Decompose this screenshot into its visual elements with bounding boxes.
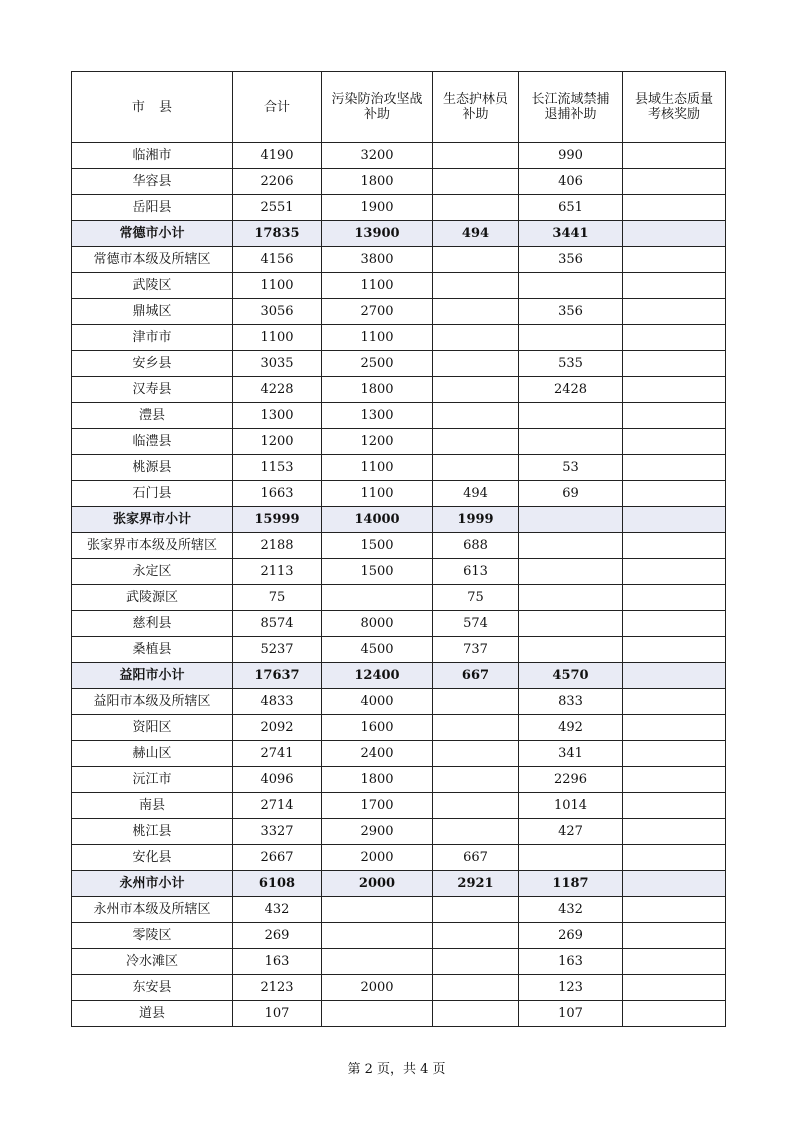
forest-cell (433, 325, 519, 351)
pollution-cell: 1800 (322, 767, 433, 793)
forest-cell (433, 923, 519, 949)
region-cell: 桃江县 (72, 819, 233, 845)
pollution-cell: 1800 (322, 377, 433, 403)
forest-cell (433, 897, 519, 923)
yangtze-cell: 2428 (519, 377, 623, 403)
region-cell: 临澧县 (72, 429, 233, 455)
pollution-cell (322, 1001, 433, 1027)
total-cell: 2123 (233, 975, 322, 1001)
eco-cell (623, 871, 726, 897)
yangtze-cell: 356 (519, 299, 623, 325)
table-row (72, 845, 726, 871)
yangtze-cell (519, 429, 623, 455)
region-cell: 石门县 (72, 481, 233, 507)
eco-cell (623, 923, 726, 949)
region-cell: 赫山区 (72, 741, 233, 767)
table-row (72, 377, 726, 403)
region-cell: 永州市本级及所辖区 (72, 897, 233, 923)
total-cell: 1100 (233, 325, 322, 351)
table-row (72, 767, 726, 793)
pollution-cell: 2000 (322, 845, 433, 871)
total-cell: 75 (233, 585, 322, 611)
forest-cell (433, 689, 519, 715)
pollution-cell (322, 949, 433, 975)
pollution-cell (322, 923, 433, 949)
forest-cell (433, 299, 519, 325)
pollution-cell: 13900 (322, 221, 433, 247)
yangtze-cell (519, 273, 623, 299)
table-row (72, 923, 726, 949)
eco-cell (623, 1001, 726, 1027)
region-cell: 鼎城区 (72, 299, 233, 325)
header-row (72, 72, 726, 143)
yangtze-cell: 2296 (519, 767, 623, 793)
yangtze-cell: 833 (519, 689, 623, 715)
forest-cell (433, 143, 519, 169)
total-cell: 2113 (233, 559, 322, 585)
region-cell: 武陵区 (72, 273, 233, 299)
table-row (72, 533, 726, 559)
header-eco: 县域生态质量考核奖励 (623, 72, 726, 143)
region-cell: 益阳市小计 (72, 663, 233, 689)
forest-cell: 494 (433, 481, 519, 507)
subtotal-row (72, 871, 726, 897)
forest-cell (433, 819, 519, 845)
total-cell: 4228 (233, 377, 322, 403)
yangtze-cell: 427 (519, 819, 623, 845)
eco-cell (623, 377, 726, 403)
header-pollution: 污染防治攻坚战补助 (322, 72, 433, 143)
eco-cell (623, 507, 726, 533)
yangtze-cell: 1014 (519, 793, 623, 819)
pollution-cell: 12400 (322, 663, 433, 689)
region-cell: 张家界市本级及所辖区 (72, 533, 233, 559)
page-footer: 第 2 页，共 4 页 (347, 1062, 446, 1077)
total-cell: 6108 (233, 871, 322, 897)
eco-cell (623, 351, 726, 377)
region-cell: 常德市本级及所辖区 (72, 247, 233, 273)
pollution-cell: 2400 (322, 741, 433, 767)
pollution-cell: 2900 (322, 819, 433, 845)
table-row (72, 143, 726, 169)
region-cell: 澧县 (72, 403, 233, 429)
pollution-cell: 1300 (322, 403, 433, 429)
header-yangtze: 长江流域禁捕退捕补助 (519, 72, 623, 143)
region-cell: 安化县 (72, 845, 233, 871)
total-cell: 1100 (233, 273, 322, 299)
eco-cell (623, 585, 726, 611)
region-cell: 冷水滩区 (72, 949, 233, 975)
eco-cell (623, 897, 726, 923)
forest-cell (433, 169, 519, 195)
eco-cell (623, 715, 726, 741)
total-cell: 2551 (233, 195, 322, 221)
pollution-cell: 14000 (322, 507, 433, 533)
table-row (72, 637, 726, 663)
total-cell: 2714 (233, 793, 322, 819)
eco-cell (623, 819, 726, 845)
eco-cell (623, 403, 726, 429)
eco-cell (623, 689, 726, 715)
yangtze-cell: 651 (519, 195, 623, 221)
yangtze-cell (519, 507, 623, 533)
eco-cell (623, 143, 726, 169)
header-forest: 生态护林员补助 (433, 72, 519, 143)
forest-cell: 75 (433, 585, 519, 611)
eco-cell (623, 741, 726, 767)
region-cell: 东安县 (72, 975, 233, 1001)
eco-cell (623, 195, 726, 221)
forest-cell: 613 (433, 559, 519, 585)
pollution-cell: 4500 (322, 637, 433, 663)
region-cell: 安乡县 (72, 351, 233, 377)
eco-cell (623, 793, 726, 819)
region-cell: 资阳区 (72, 715, 233, 741)
total-cell: 17637 (233, 663, 322, 689)
region-cell: 常德市小计 (72, 221, 233, 247)
total-cell: 107 (233, 1001, 322, 1027)
forest-cell (433, 1001, 519, 1027)
yangtze-cell (519, 559, 623, 585)
yangtze-cell: 53 (519, 455, 623, 481)
yangtze-cell (519, 611, 623, 637)
yangtze-cell (519, 325, 623, 351)
eco-cell (623, 169, 726, 195)
subtotal-row (72, 221, 726, 247)
table-row (72, 169, 726, 195)
total-cell: 3327 (233, 819, 322, 845)
eco-cell (623, 637, 726, 663)
pollution-cell: 1200 (322, 429, 433, 455)
yangtze-cell: 990 (519, 143, 623, 169)
forest-cell: 1999 (433, 507, 519, 533)
pollution-cell: 8000 (322, 611, 433, 637)
forest-cell (433, 741, 519, 767)
yangtze-cell: 492 (519, 715, 623, 741)
pollution-cell: 1600 (322, 715, 433, 741)
region-cell: 益阳市本级及所辖区 (72, 689, 233, 715)
eco-cell (623, 949, 726, 975)
region-cell: 汉寿县 (72, 377, 233, 403)
region-cell: 张家界市小计 (72, 507, 233, 533)
yangtze-cell: 4570 (519, 663, 623, 689)
forest-cell (433, 247, 519, 273)
region-cell: 道县 (72, 1001, 233, 1027)
pollution-cell (322, 897, 433, 923)
total-cell: 163 (233, 949, 322, 975)
forest-cell (433, 429, 519, 455)
eco-cell (623, 221, 726, 247)
region-cell: 桑植县 (72, 637, 233, 663)
region-cell: 华容县 (72, 169, 233, 195)
total-cell: 8574 (233, 611, 322, 637)
region-cell: 桃源县 (72, 455, 233, 481)
total-cell: 1663 (233, 481, 322, 507)
table-row (72, 299, 726, 325)
eco-cell (623, 429, 726, 455)
total-cell: 1153 (233, 455, 322, 481)
total-cell: 5237 (233, 637, 322, 663)
yangtze-cell: 123 (519, 975, 623, 1001)
forest-cell (433, 975, 519, 1001)
eco-cell (623, 611, 726, 637)
forest-cell: 667 (433, 663, 519, 689)
total-cell: 4190 (233, 143, 322, 169)
total-cell: 2188 (233, 533, 322, 559)
region-cell: 永州市小计 (72, 871, 233, 897)
total-cell: 2092 (233, 715, 322, 741)
pollution-cell (322, 585, 433, 611)
total-cell: 2667 (233, 845, 322, 871)
table-body (72, 143, 726, 1027)
pollution-cell: 2000 (322, 975, 433, 1001)
table-row (72, 949, 726, 975)
table-row (72, 429, 726, 455)
forest-cell: 688 (433, 533, 519, 559)
table-row (72, 897, 726, 923)
table-row (72, 975, 726, 1001)
yangtze-cell (519, 637, 623, 663)
yangtze-cell: 535 (519, 351, 623, 377)
table-row (72, 689, 726, 715)
forest-cell: 2921 (433, 871, 519, 897)
table-row (72, 481, 726, 507)
yangtze-cell: 269 (519, 923, 623, 949)
table-row (72, 585, 726, 611)
eco-cell (623, 845, 726, 871)
pollution-cell: 1700 (322, 793, 433, 819)
table-row (72, 455, 726, 481)
table-row (72, 195, 726, 221)
eco-cell (623, 767, 726, 793)
forest-cell (433, 767, 519, 793)
forest-cell (433, 403, 519, 429)
yangtze-cell: 3441 (519, 221, 623, 247)
total-cell: 2741 (233, 741, 322, 767)
budget-table (71, 71, 726, 1027)
forest-cell: 574 (433, 611, 519, 637)
pollution-cell: 1100 (322, 325, 433, 351)
eco-cell (623, 663, 726, 689)
pollution-cell: 2700 (322, 299, 433, 325)
total-cell: 3056 (233, 299, 322, 325)
eco-cell (623, 325, 726, 351)
pollution-cell: 1900 (322, 195, 433, 221)
total-cell: 1200 (233, 429, 322, 455)
forest-cell (433, 351, 519, 377)
forest-cell (433, 195, 519, 221)
total-cell: 4833 (233, 689, 322, 715)
region-cell: 零陵区 (72, 923, 233, 949)
forest-cell: 494 (433, 221, 519, 247)
region-cell: 永定区 (72, 559, 233, 585)
total-cell: 4096 (233, 767, 322, 793)
table-row (72, 403, 726, 429)
yangtze-cell (519, 845, 623, 871)
pollution-cell: 4000 (322, 689, 433, 715)
region-cell: 武陵源区 (72, 585, 233, 611)
table-row (72, 819, 726, 845)
pollution-cell: 1100 (322, 273, 433, 299)
pollution-cell: 1500 (322, 559, 433, 585)
eco-cell (623, 975, 726, 1001)
pollution-cell: 2500 (322, 351, 433, 377)
yangtze-cell: 107 (519, 1001, 623, 1027)
eco-cell (623, 559, 726, 585)
yangtze-cell (519, 533, 623, 559)
pollution-cell: 3200 (322, 143, 433, 169)
region-cell: 南县 (72, 793, 233, 819)
table-row (72, 351, 726, 377)
table-row (72, 325, 726, 351)
eco-cell (623, 533, 726, 559)
pollution-cell: 3800 (322, 247, 433, 273)
total-cell: 269 (233, 923, 322, 949)
forest-cell (433, 793, 519, 819)
yangtze-cell: 341 (519, 741, 623, 767)
yangtze-cell: 432 (519, 897, 623, 923)
pollution-cell: 2000 (322, 871, 433, 897)
table-header (72, 72, 726, 143)
region-cell: 沅江市 (72, 767, 233, 793)
pollution-cell: 1100 (322, 455, 433, 481)
total-cell: 432 (233, 897, 322, 923)
yangtze-cell: 1187 (519, 871, 623, 897)
total-cell: 15999 (233, 507, 322, 533)
eco-cell (623, 481, 726, 507)
total-cell: 4156 (233, 247, 322, 273)
yangtze-cell: 69 (519, 481, 623, 507)
pollution-cell: 1500 (322, 533, 433, 559)
eco-cell (623, 247, 726, 273)
subtotal-row (72, 663, 726, 689)
forest-cell (433, 273, 519, 299)
yangtze-cell: 163 (519, 949, 623, 975)
pollution-cell: 1100 (322, 481, 433, 507)
table-row (72, 247, 726, 273)
eco-cell (623, 273, 726, 299)
table-row (72, 1001, 726, 1027)
region-cell: 岳阳县 (72, 195, 233, 221)
table-row (72, 741, 726, 767)
forest-cell: 667 (433, 845, 519, 871)
table-row (72, 793, 726, 819)
forest-cell (433, 949, 519, 975)
yangtze-cell: 406 (519, 169, 623, 195)
header-total: 合计 (233, 72, 322, 143)
total-cell: 1300 (233, 403, 322, 429)
pollution-cell: 1800 (322, 169, 433, 195)
region-cell: 津市市 (72, 325, 233, 351)
forest-cell (433, 715, 519, 741)
region-cell: 慈利县 (72, 611, 233, 637)
total-cell: 17835 (233, 221, 322, 247)
region-cell: 临湘市 (72, 143, 233, 169)
total-cell: 2206 (233, 169, 322, 195)
table-row (72, 715, 726, 741)
forest-cell (433, 377, 519, 403)
eco-cell (623, 455, 726, 481)
forest-cell (433, 455, 519, 481)
table-row (72, 559, 726, 585)
forest-cell: 737 (433, 637, 519, 663)
subtotal-row (72, 507, 726, 533)
yangtze-cell (519, 585, 623, 611)
eco-cell (623, 299, 726, 325)
yangtze-cell (519, 403, 623, 429)
total-cell: 3035 (233, 351, 322, 377)
table-row (72, 611, 726, 637)
header-region: 市 县 (72, 72, 233, 143)
table-row (72, 273, 726, 299)
yangtze-cell: 356 (519, 247, 623, 273)
